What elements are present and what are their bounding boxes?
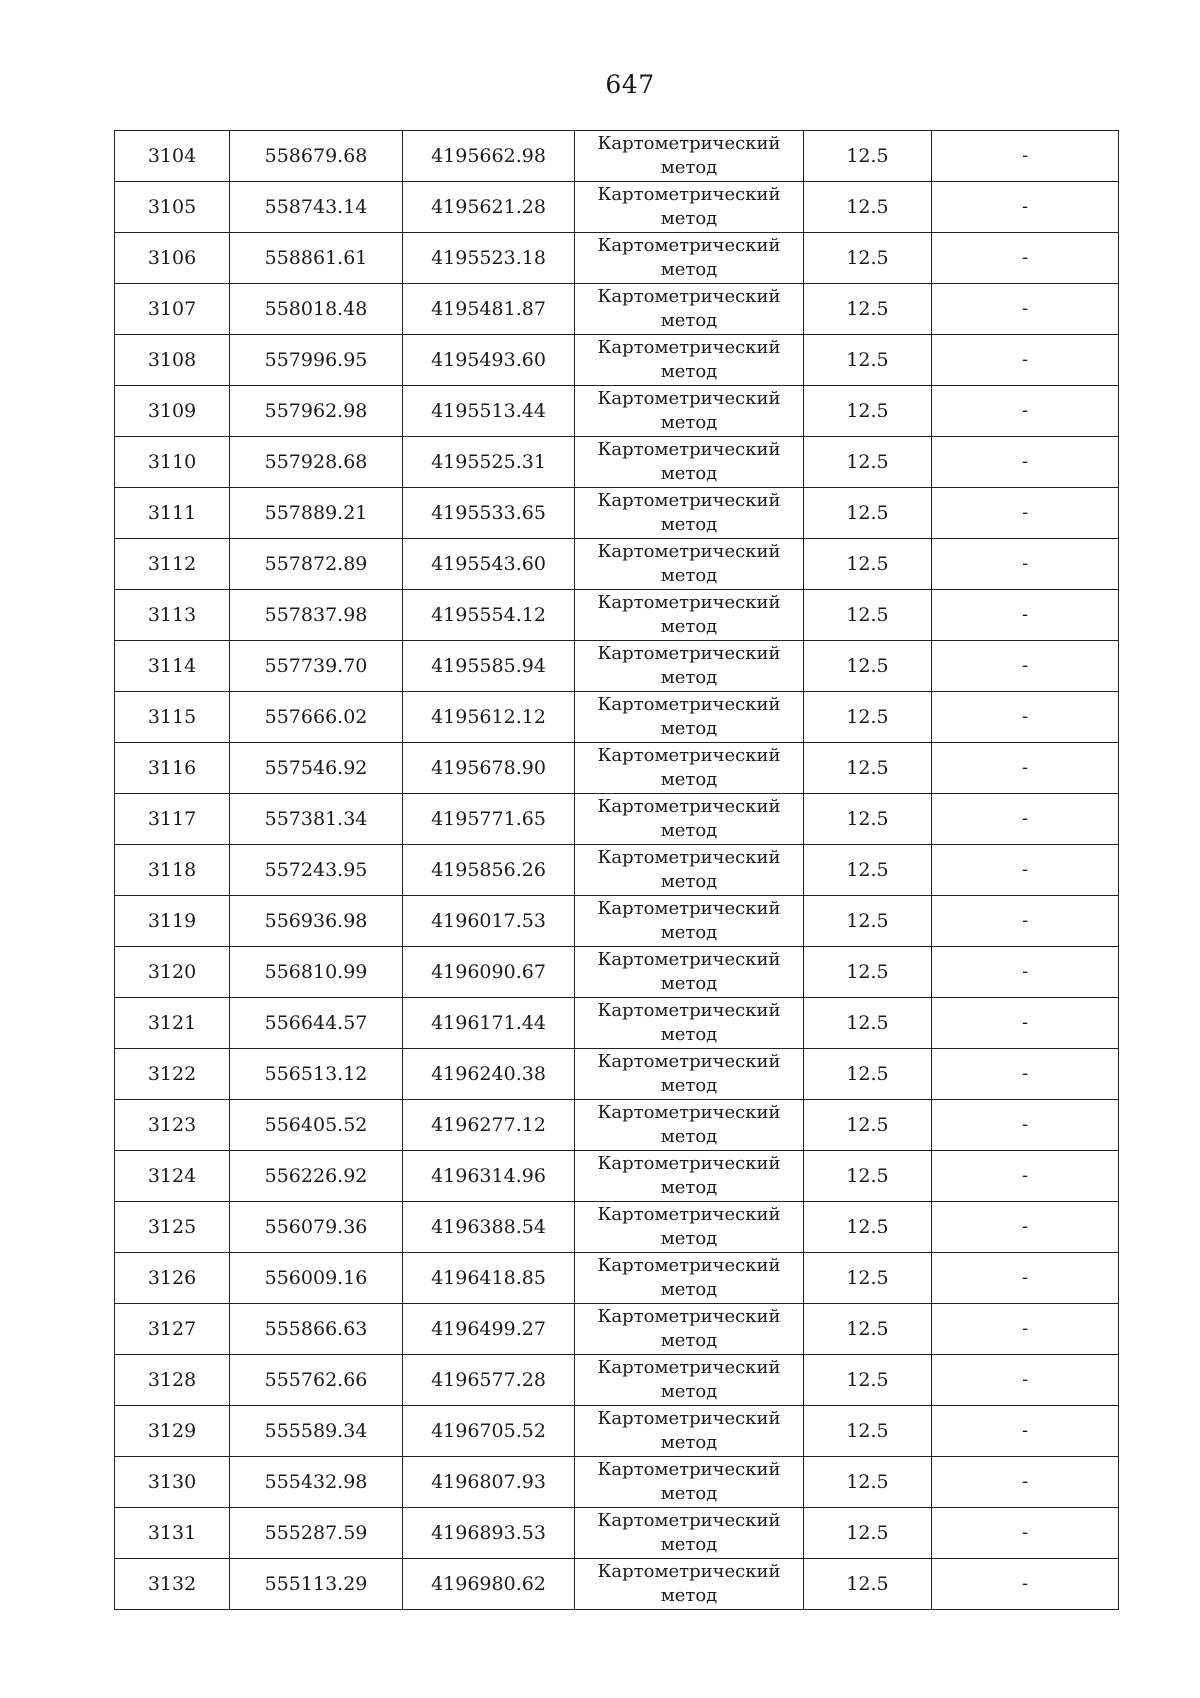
- note-cell: -: [932, 1406, 1119, 1457]
- method-line-2: метод: [660, 259, 718, 280]
- note-cell: -: [932, 1100, 1119, 1151]
- method-line-1: Картометрический: [597, 694, 781, 715]
- point-number-cell: 3130: [115, 1457, 230, 1508]
- method-line-1: Картометрический: [597, 1000, 781, 1021]
- point-number-cell: 3110: [115, 437, 230, 488]
- point-number-cell: 3131: [115, 1508, 230, 1559]
- method-line-2: метод: [660, 820, 718, 841]
- y-coordinate-cell: 4195678.90: [403, 743, 575, 794]
- y-coordinate-cell: 4195523.18: [403, 233, 575, 284]
- method-line-1: Картометрический: [597, 898, 781, 919]
- x-coordinate-cell: 557243.95: [230, 845, 403, 896]
- y-coordinate-cell: 4196090.67: [403, 947, 575, 998]
- method-cell: [575, 1508, 804, 1559]
- method-line-2: метод: [660, 1330, 718, 1351]
- point-number-cell: 3111: [115, 488, 230, 539]
- table-row: [115, 437, 1119, 488]
- x-coordinate-cell: 558861.61: [230, 233, 403, 284]
- method-line-1: Картометрический: [597, 1408, 781, 1429]
- accuracy-cell: 12.5: [804, 1559, 932, 1610]
- table-row: [115, 335, 1119, 386]
- method-line-1: Картометрический: [597, 1306, 781, 1327]
- method-line-1: Картометрический: [597, 388, 781, 409]
- y-coordinate-cell: 4195525.31: [403, 437, 575, 488]
- x-coordinate-cell: 555589.34: [230, 1406, 403, 1457]
- x-coordinate-cell: 557928.68: [230, 437, 403, 488]
- x-coordinate-cell: 557381.34: [230, 794, 403, 845]
- method-cell: [575, 182, 804, 233]
- x-coordinate-cell: 557889.21: [230, 488, 403, 539]
- point-number-cell: 3105: [115, 182, 230, 233]
- method-line-2: метод: [660, 922, 718, 943]
- table-row: [115, 1100, 1119, 1151]
- note-cell: -: [932, 437, 1119, 488]
- accuracy-cell: 12.5: [804, 1304, 932, 1355]
- method-line-2: метод: [660, 1177, 718, 1198]
- y-coordinate-cell: 4195481.87: [403, 284, 575, 335]
- method-line-2: метод: [660, 718, 718, 739]
- x-coordinate-cell: 555287.59: [230, 1508, 403, 1559]
- method-cell: [575, 1457, 804, 1508]
- accuracy-cell: 12.5: [804, 386, 932, 437]
- method-line-2: метод: [660, 514, 718, 535]
- method-cell: [575, 386, 804, 437]
- note-cell: -: [932, 743, 1119, 794]
- point-number-cell: 3121: [115, 998, 230, 1049]
- y-coordinate-cell: 4196418.85: [403, 1253, 575, 1304]
- accuracy-cell: 12.5: [804, 1202, 932, 1253]
- method-line-2: метод: [660, 973, 718, 994]
- x-coordinate-cell: 556226.92: [230, 1151, 403, 1202]
- method-line-2: метод: [660, 463, 718, 484]
- method-line-2: метод: [660, 1585, 718, 1606]
- table-row: [115, 1049, 1119, 1100]
- accuracy-cell: 12.5: [804, 1457, 932, 1508]
- point-number-cell: 3104: [115, 131, 230, 182]
- method-cell: [575, 1151, 804, 1202]
- method-line-2: метод: [660, 412, 718, 433]
- method-cell: [575, 488, 804, 539]
- x-coordinate-cell: 555432.98: [230, 1457, 403, 1508]
- point-number-cell: 3122: [115, 1049, 230, 1100]
- table-row: [115, 947, 1119, 998]
- y-coordinate-cell: 4196277.12: [403, 1100, 575, 1151]
- table-row: [115, 1304, 1119, 1355]
- table-row: [115, 284, 1119, 335]
- x-coordinate-cell: 556644.57: [230, 998, 403, 1049]
- accuracy-cell: 12.5: [804, 641, 932, 692]
- method-line-1: Картометрический: [597, 133, 781, 154]
- method-line-2: метод: [660, 1432, 718, 1453]
- method-line-2: метод: [660, 769, 718, 790]
- x-coordinate-cell: 557996.95: [230, 335, 403, 386]
- point-number-cell: 3120: [115, 947, 230, 998]
- note-cell: -: [932, 182, 1119, 233]
- y-coordinate-cell: 4196499.27: [403, 1304, 575, 1355]
- method-cell: [575, 845, 804, 896]
- method-cell: [575, 947, 804, 998]
- y-coordinate-cell: 4195493.60: [403, 335, 575, 386]
- method-line-1: Картометрический: [597, 847, 781, 868]
- y-coordinate-cell: 4196388.54: [403, 1202, 575, 1253]
- method-line-2: метод: [660, 1279, 718, 1300]
- note-cell: -: [932, 131, 1119, 182]
- coordinates-table-body: [115, 131, 1119, 1610]
- method-cell: [575, 233, 804, 284]
- accuracy-cell: 12.5: [804, 1355, 932, 1406]
- note-cell: -: [932, 1202, 1119, 1253]
- note-cell: -: [932, 539, 1119, 590]
- y-coordinate-cell: 4195533.65: [403, 488, 575, 539]
- note-cell: -: [932, 386, 1119, 437]
- accuracy-cell: 12.5: [804, 896, 932, 947]
- method-line-1: Картометрический: [597, 337, 781, 358]
- note-cell: -: [932, 947, 1119, 998]
- y-coordinate-cell: 4196017.53: [403, 896, 575, 947]
- x-coordinate-cell: 558018.48: [230, 284, 403, 335]
- method-line-2: метод: [660, 208, 718, 229]
- method-line-1: Картометрический: [597, 592, 781, 613]
- method-line-1: Картометрический: [597, 541, 781, 562]
- method-cell: [575, 1253, 804, 1304]
- accuracy-cell: 12.5: [804, 845, 932, 896]
- method-cell: [575, 1304, 804, 1355]
- note-cell: -: [932, 692, 1119, 743]
- method-line-1: Картометрический: [597, 1153, 781, 1174]
- table-row: [115, 641, 1119, 692]
- accuracy-cell: 12.5: [804, 692, 932, 743]
- note-cell: -: [932, 1559, 1119, 1610]
- method-line-1: Картометрический: [597, 184, 781, 205]
- y-coordinate-cell: 4195513.44: [403, 386, 575, 437]
- method-line-1: Картометрический: [597, 439, 781, 460]
- y-coordinate-cell: 4195621.28: [403, 182, 575, 233]
- table-row: [115, 1202, 1119, 1253]
- method-cell: [575, 1202, 804, 1253]
- x-coordinate-cell: 558743.14: [230, 182, 403, 233]
- note-cell: -: [932, 845, 1119, 896]
- note-cell: -: [932, 794, 1119, 845]
- note-cell: -: [932, 1253, 1119, 1304]
- y-coordinate-cell: 4195612.12: [403, 692, 575, 743]
- table-row: [115, 488, 1119, 539]
- table-row: [115, 233, 1119, 284]
- method-cell: [575, 896, 804, 947]
- method-cell: [575, 743, 804, 794]
- method-cell: [575, 131, 804, 182]
- method-line-2: метод: [660, 310, 718, 331]
- point-number-cell: 3125: [115, 1202, 230, 1253]
- accuracy-cell: 12.5: [804, 539, 932, 590]
- accuracy-cell: 12.5: [804, 182, 932, 233]
- method-line-2: метод: [660, 1024, 718, 1045]
- method-cell: [575, 1559, 804, 1610]
- accuracy-cell: 12.5: [804, 1406, 932, 1457]
- x-coordinate-cell: 558679.68: [230, 131, 403, 182]
- accuracy-cell: 12.5: [804, 1508, 932, 1559]
- note-cell: -: [932, 1508, 1119, 1559]
- point-number-cell: 3106: [115, 233, 230, 284]
- x-coordinate-cell: 555113.29: [230, 1559, 403, 1610]
- x-coordinate-cell: 556936.98: [230, 896, 403, 947]
- note-cell: -: [932, 998, 1119, 1049]
- method-line-1: Картометрический: [597, 796, 781, 817]
- table-row: [115, 743, 1119, 794]
- y-coordinate-cell: 4196980.62: [403, 1559, 575, 1610]
- method-line-2: метод: [660, 1228, 718, 1249]
- method-line-1: Картометрический: [597, 235, 781, 256]
- accuracy-cell: 12.5: [804, 947, 932, 998]
- point-number-cell: 3114: [115, 641, 230, 692]
- table-row: [115, 1457, 1119, 1508]
- method-line-2: метод: [660, 565, 718, 586]
- method-cell: [575, 284, 804, 335]
- method-cell: [575, 794, 804, 845]
- method-cell: [575, 1100, 804, 1151]
- table-row: [115, 386, 1119, 437]
- method-cell: [575, 437, 804, 488]
- method-line-1: Картометрический: [597, 1051, 781, 1072]
- method-line-1: Картометрический: [597, 1204, 781, 1225]
- accuracy-cell: 12.5: [804, 794, 932, 845]
- y-coordinate-cell: 4195554.12: [403, 590, 575, 641]
- accuracy-cell: 12.5: [804, 233, 932, 284]
- y-coordinate-cell: 4195856.26: [403, 845, 575, 896]
- table-row: [115, 1508, 1119, 1559]
- method-cell: [575, 998, 804, 1049]
- point-number-cell: 3115: [115, 692, 230, 743]
- accuracy-cell: 12.5: [804, 131, 932, 182]
- method-line-2: метод: [660, 1483, 718, 1504]
- method-cell: [575, 539, 804, 590]
- note-cell: -: [932, 1304, 1119, 1355]
- accuracy-cell: 12.5: [804, 1253, 932, 1304]
- point-number-cell: 3129: [115, 1406, 230, 1457]
- note-cell: -: [932, 1355, 1119, 1406]
- method-cell: [575, 590, 804, 641]
- point-number-cell: 3126: [115, 1253, 230, 1304]
- y-coordinate-cell: 4195585.94: [403, 641, 575, 692]
- point-number-cell: 3119: [115, 896, 230, 947]
- table-row: [115, 896, 1119, 947]
- note-cell: -: [932, 233, 1119, 284]
- accuracy-cell: 12.5: [804, 743, 932, 794]
- x-coordinate-cell: 557837.98: [230, 590, 403, 641]
- point-number-cell: 3117: [115, 794, 230, 845]
- x-coordinate-cell: 557666.02: [230, 692, 403, 743]
- accuracy-cell: 12.5: [804, 1049, 932, 1100]
- point-number-cell: 3124: [115, 1151, 230, 1202]
- table-row: [115, 1253, 1119, 1304]
- accuracy-cell: 12.5: [804, 335, 932, 386]
- point-number-cell: 3127: [115, 1304, 230, 1355]
- x-coordinate-cell: 555866.63: [230, 1304, 403, 1355]
- note-cell: -: [932, 590, 1119, 641]
- method-line-1: Картометрический: [597, 286, 781, 307]
- y-coordinate-cell: 4195543.60: [403, 539, 575, 590]
- x-coordinate-cell: 555762.66: [230, 1355, 403, 1406]
- note-cell: -: [932, 284, 1119, 335]
- page-number: 647: [605, 70, 655, 99]
- method-line-2: метод: [660, 1534, 718, 1555]
- point-number-cell: 3108: [115, 335, 230, 386]
- note-cell: -: [932, 1457, 1119, 1508]
- table-row: [115, 1406, 1119, 1457]
- table-row: [115, 182, 1119, 233]
- x-coordinate-cell: 557739.70: [230, 641, 403, 692]
- point-number-cell: 3107: [115, 284, 230, 335]
- note-cell: -: [932, 1151, 1119, 1202]
- point-number-cell: 3109: [115, 386, 230, 437]
- y-coordinate-cell: 4195662.98: [403, 131, 575, 182]
- accuracy-cell: 12.5: [804, 284, 932, 335]
- point-number-cell: 3112: [115, 539, 230, 590]
- x-coordinate-cell: 556810.99: [230, 947, 403, 998]
- point-number-cell: 3123: [115, 1100, 230, 1151]
- accuracy-cell: 12.5: [804, 488, 932, 539]
- method-cell: [575, 1406, 804, 1457]
- x-coordinate-cell: 556405.52: [230, 1100, 403, 1151]
- method-line-1: Картометрический: [597, 949, 781, 970]
- table-row: [115, 1559, 1119, 1610]
- table-row: [115, 539, 1119, 590]
- method-line-2: метод: [660, 1075, 718, 1096]
- note-cell: -: [932, 641, 1119, 692]
- method-line-1: Картометрический: [597, 1357, 781, 1378]
- x-coordinate-cell: 557962.98: [230, 386, 403, 437]
- x-coordinate-cell: 557872.89: [230, 539, 403, 590]
- point-number-cell: 3113: [115, 590, 230, 641]
- x-coordinate-cell: 557546.92: [230, 743, 403, 794]
- note-cell: -: [932, 896, 1119, 947]
- y-coordinate-cell: 4196240.38: [403, 1049, 575, 1100]
- y-coordinate-cell: 4196577.28: [403, 1355, 575, 1406]
- method-line-2: метод: [660, 1381, 718, 1402]
- coordinates-table: [114, 130, 1119, 1610]
- method-line-1: Картометрический: [597, 490, 781, 511]
- y-coordinate-cell: 4196807.93: [403, 1457, 575, 1508]
- table-row: [115, 794, 1119, 845]
- method-line-2: метод: [660, 871, 718, 892]
- y-coordinate-cell: 4196705.52: [403, 1406, 575, 1457]
- accuracy-cell: 12.5: [804, 437, 932, 488]
- note-cell: -: [932, 1049, 1119, 1100]
- method-line-2: метод: [660, 667, 718, 688]
- method-line-1: Картометрический: [597, 1561, 781, 1582]
- y-coordinate-cell: 4195771.65: [403, 794, 575, 845]
- method-line-1: Картометрический: [597, 1510, 781, 1531]
- y-coordinate-cell: 4196893.53: [403, 1508, 575, 1559]
- accuracy-cell: 12.5: [804, 1100, 932, 1151]
- x-coordinate-cell: 556079.36: [230, 1202, 403, 1253]
- method-line-1: Картометрический: [597, 1255, 781, 1276]
- y-coordinate-cell: 4196314.96: [403, 1151, 575, 1202]
- point-number-cell: 3116: [115, 743, 230, 794]
- accuracy-cell: 12.5: [804, 1151, 932, 1202]
- accuracy-cell: 12.5: [804, 998, 932, 1049]
- point-number-cell: 3128: [115, 1355, 230, 1406]
- x-coordinate-cell: 556513.12: [230, 1049, 403, 1100]
- method-line-2: метод: [660, 1126, 718, 1147]
- point-number-cell: 3132: [115, 1559, 230, 1610]
- method-line-2: метод: [660, 616, 718, 637]
- table-row: [115, 131, 1119, 182]
- method-cell: [575, 692, 804, 743]
- table-row: [115, 590, 1119, 641]
- method-line-2: метод: [660, 361, 718, 382]
- note-cell: -: [932, 488, 1119, 539]
- table-row: [115, 692, 1119, 743]
- method-cell: [575, 1049, 804, 1100]
- accuracy-cell: 12.5: [804, 590, 932, 641]
- table-row: [115, 845, 1119, 896]
- method-line-1: Картометрический: [597, 745, 781, 766]
- table-row: [115, 1151, 1119, 1202]
- method-cell: [575, 1355, 804, 1406]
- table-row: [115, 998, 1119, 1049]
- point-number-cell: 3118: [115, 845, 230, 896]
- x-coordinate-cell: 556009.16: [230, 1253, 403, 1304]
- method-line-1: Картометрический: [597, 1102, 781, 1123]
- method-line-2: метод: [660, 157, 718, 178]
- table-row: [115, 1355, 1119, 1406]
- method-cell: [575, 335, 804, 386]
- method-cell: [575, 641, 804, 692]
- method-line-1: Картометрический: [597, 1459, 781, 1480]
- note-cell: -: [932, 335, 1119, 386]
- y-coordinate-cell: 4196171.44: [403, 998, 575, 1049]
- method-line-1: Картометрический: [597, 643, 781, 664]
